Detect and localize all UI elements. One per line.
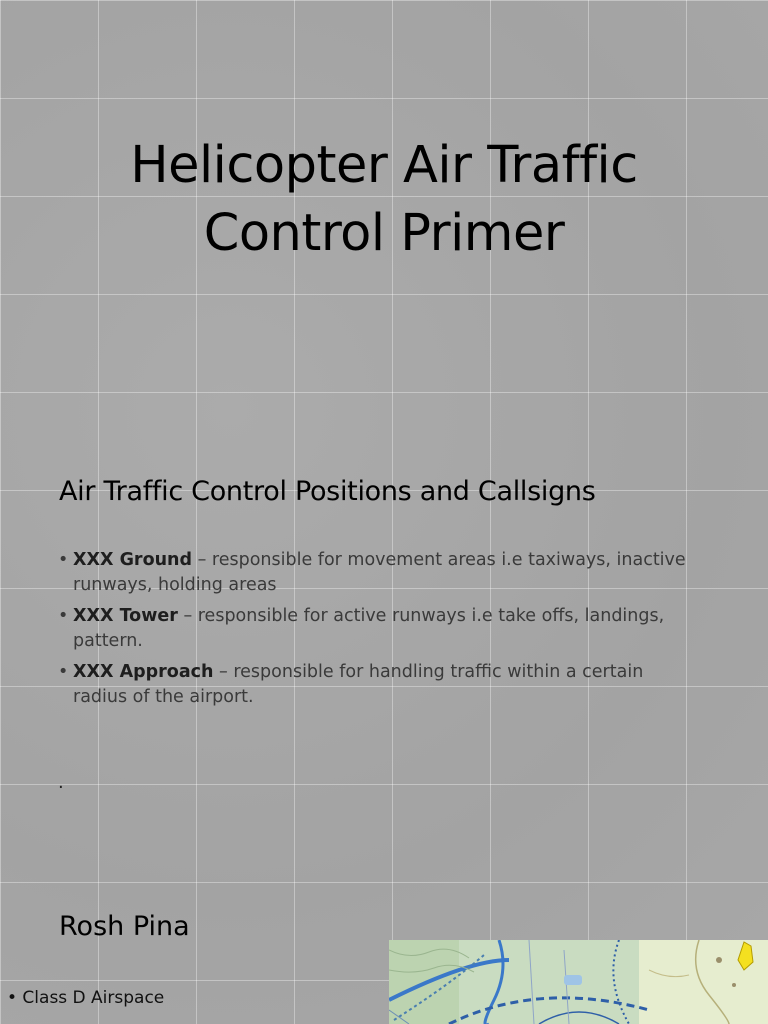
airspace-map-graphic (389, 940, 768, 1024)
bullet-text: – responsible for handling traffic within a certain radius of the airport. (73, 662, 644, 707)
bullet-icon: • (58, 662, 69, 682)
bullet-approach (58, 660, 698, 710)
rosh-pina-bullet-list (7, 986, 164, 1010)
bullet-text: – responsible for movement areas i.e taxiways, inactive runways, holding areas (73, 550, 686, 595)
bullet-term: XXX Approach (73, 662, 214, 682)
presentation-title (0, 132, 768, 268)
rosh-bullet-class-d: • Class D Airspace (7, 988, 165, 1008)
airspace-map-image (389, 940, 768, 1024)
bullet-term: XXX Ground (73, 550, 193, 570)
bullet-term: XXX Tower (73, 606, 178, 626)
positions-bullet-list (58, 548, 698, 716)
title-slide (0, 0, 768, 400)
bullet-text: – responsible for active runways i.e take offs, landings, pattern. (73, 606, 665, 651)
title-line-2: Control Primer (203, 204, 565, 263)
rosh-pina-heading: Rosh Pina (59, 911, 190, 942)
positions-slide (0, 460, 768, 860)
trailing-period: . (58, 772, 64, 793)
bullet-icon: • (58, 550, 69, 570)
bullet-tower (58, 604, 698, 654)
positions-heading: Air Traffic Control Positions and Callsigns (59, 476, 596, 507)
bullet-icon: • (58, 606, 69, 626)
rosh-pina-slide (0, 900, 768, 1024)
title-line-1: Helicopter Air Traffic (130, 136, 638, 195)
bullet-ground (58, 548, 698, 598)
